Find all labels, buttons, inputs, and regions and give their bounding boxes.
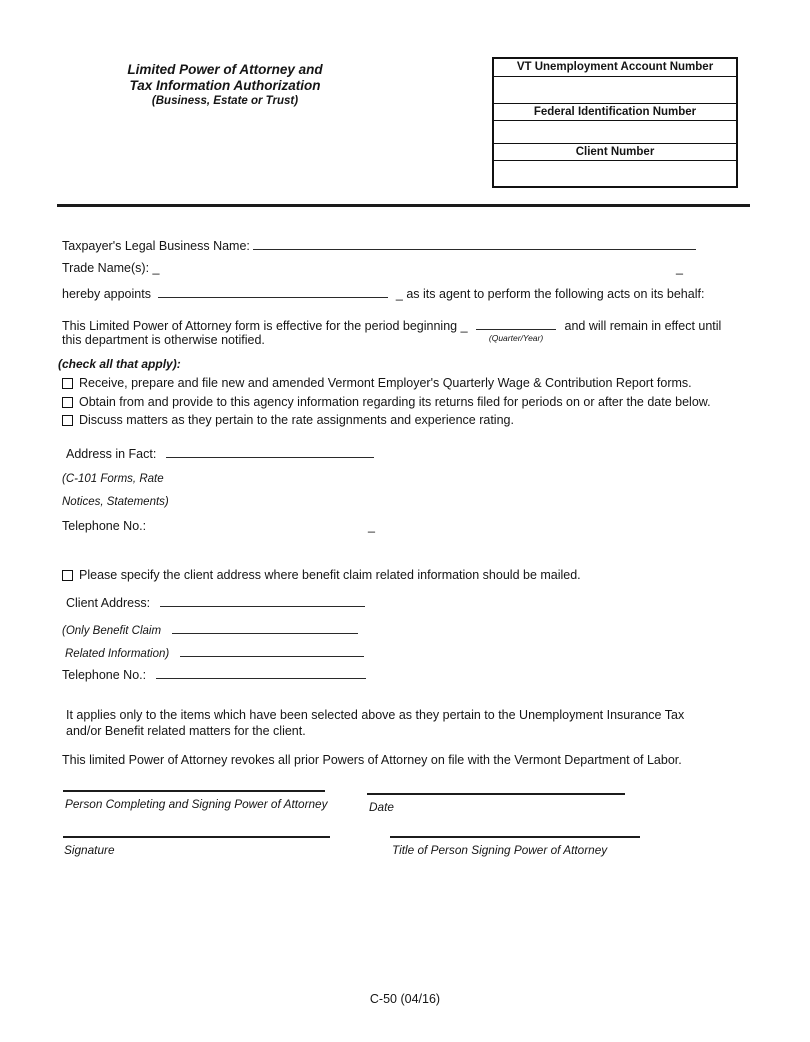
hereby-appoints-mark: _ bbox=[395, 287, 403, 301]
client-address-field[interactable] bbox=[160, 594, 365, 607]
telephone-agent-field[interactable]: _ bbox=[368, 519, 375, 533]
header-divider bbox=[57, 204, 750, 207]
client-number-field[interactable] bbox=[494, 161, 736, 186]
address-note-line2: Notices, Statements) bbox=[62, 496, 169, 508]
effective-prefix: This Limited Power of Attorney form is effective for the period beginning bbox=[62, 319, 458, 333]
client-address-row bbox=[66, 594, 365, 611]
trade-name-label: Trade Name(s): bbox=[62, 261, 150, 275]
trade-name-field[interactable]: _ bbox=[152, 261, 160, 275]
revokes-paragraph: This limited Power of Attorney revokes all prior Powers of Attorney on file with the Vermont Department of Labor. bbox=[62, 753, 682, 767]
form-title-line1: Limited Power of Attorney and bbox=[127, 62, 323, 77]
account-number-box bbox=[492, 57, 738, 188]
date-line[interactable] bbox=[367, 793, 625, 795]
form-title-subtitle: (Business, Estate or Trust) bbox=[151, 95, 299, 107]
wage-reports-checkbox[interactable] bbox=[62, 378, 73, 389]
discuss-matters-label: Discuss matters as they pertain to the rate assignments and experience rating. bbox=[79, 413, 514, 427]
trade-name-row bbox=[62, 260, 160, 276]
checkbox-row-wage-reports bbox=[62, 375, 692, 391]
checkbox-row-discuss-matters bbox=[62, 412, 514, 428]
client-mail-checkbox[interactable] bbox=[62, 570, 73, 581]
client-address-field-line3[interactable] bbox=[180, 644, 364, 657]
checkbox-row-client-mail bbox=[62, 567, 581, 583]
address-in-fact-label: Address in Fact: bbox=[66, 447, 157, 461]
address-note-line1: (C-101 Forms, Rate bbox=[62, 473, 164, 485]
effective-period-line2: this department is otherwise notified. bbox=[62, 333, 265, 347]
quarter-year-hint: (Quarter/Year) bbox=[488, 333, 544, 343]
person-signing-label: Person Completing and Signing Power of Attorney bbox=[65, 797, 328, 811]
signature-label: Signature bbox=[64, 843, 115, 857]
client-address-field-line2[interactable] bbox=[172, 621, 358, 634]
client-note-line1: (Only Benefit Claim bbox=[62, 625, 162, 637]
telephone-client-row bbox=[62, 666, 366, 683]
client-number-label: Client Number bbox=[494, 144, 736, 161]
address-in-fact-field[interactable] bbox=[166, 445, 374, 458]
telephone-agent-label: Telephone No.: bbox=[62, 519, 147, 533]
person-signing-line[interactable] bbox=[63, 790, 325, 792]
telephone-client-label: Telephone No.: bbox=[62, 668, 147, 682]
applies-paragraph: It applies only to the items which have been selected above as they pertain to the Unemployment Insurance Tax and/or Benefit related matters for the client. bbox=[66, 708, 685, 738]
wage-reports-label: Receive, prepare and file new and amended Vermont Employer's Quarterly Wage & Contribution Report forms. bbox=[79, 376, 692, 390]
client-mail-label: Please specify the client address where benefit claim related information should be mailed. bbox=[79, 568, 581, 582]
taxpayer-name-field[interactable] bbox=[253, 237, 696, 250]
discuss-matters-checkbox[interactable] bbox=[62, 415, 73, 426]
taxpayer-name-row bbox=[62, 237, 696, 254]
form-number: C-50 (04/16) bbox=[369, 992, 441, 1006]
hereby-appoints-row bbox=[62, 285, 704, 302]
taxpayer-name-label: Taxpayer's Legal Business Name: bbox=[62, 239, 250, 253]
client-note-line2: Related Information) bbox=[65, 648, 170, 660]
title-line[interactable] bbox=[390, 836, 640, 838]
federal-identification-number-field[interactable] bbox=[494, 121, 736, 144]
checkbox-row-obtain-info bbox=[62, 394, 711, 410]
vt-unemployment-account-number-field[interactable] bbox=[494, 77, 736, 104]
signature-line[interactable] bbox=[63, 836, 330, 838]
address-in-fact-row bbox=[66, 445, 374, 462]
telephone-agent-row bbox=[62, 518, 146, 534]
client-address-label: Client Address: bbox=[66, 596, 151, 610]
hereby-appoints-label: hereby appoints bbox=[62, 287, 151, 301]
client-note-row2 bbox=[65, 644, 364, 661]
federal-identification-number-label: Federal Identification Number bbox=[494, 104, 736, 121]
agent-name-field[interactable] bbox=[158, 285, 388, 298]
quarter-year-field[interactable] bbox=[476, 317, 556, 330]
vt-unemployment-account-number-label: VT Unemployment Account Number bbox=[494, 59, 736, 77]
trade-name-end-mark: _ bbox=[676, 261, 683, 275]
title-label: Title of Person Signing Power of Attorney bbox=[392, 843, 608, 857]
effective-mark: _ bbox=[460, 319, 468, 333]
obtain-info-label: Obtain from and provide to this agency information regarding its returns filed for periods on or after the date below. bbox=[79, 395, 711, 409]
obtain-info-checkbox[interactable] bbox=[62, 397, 73, 408]
check-all-label: (check all that apply): bbox=[58, 357, 181, 371]
date-label: Date bbox=[369, 800, 394, 814]
telephone-client-field[interactable] bbox=[156, 666, 366, 679]
client-note-row1 bbox=[62, 621, 358, 638]
hereby-appoints-suffix: as its agent to perform the following acts on its behalf: bbox=[406, 287, 705, 301]
form-title bbox=[90, 62, 360, 108]
form-title-line2: Tax Information Authorization bbox=[129, 78, 321, 93]
effective-suffix: and will remain in effect until bbox=[564, 319, 722, 333]
